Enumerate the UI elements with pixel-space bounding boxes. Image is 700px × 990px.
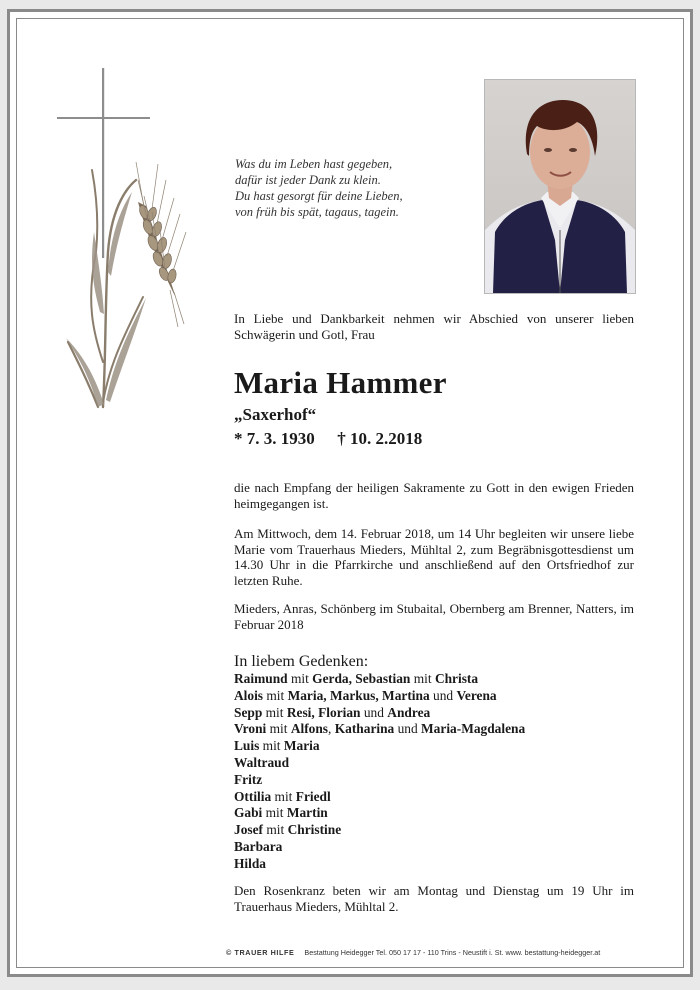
mourner-name: Josef — [234, 822, 264, 838]
mourner-name: Vroni — [234, 721, 267, 737]
mourner-line — [234, 839, 525, 856]
footer-contact: Bestattung Heidegger Tel. 050 17 17 - 110 Trins - Neustift i. St. www. bestattung-heidegger.at — [304, 948, 601, 957]
mourner-line — [234, 789, 525, 806]
intro-text: In Liebe und Dankbarkeit nehmen wir Abschied von unserer lieben Schwägerin und Gotl, Frau — [234, 311, 634, 342]
mourner-line — [234, 772, 525, 789]
mourner-connector: mit — [263, 822, 288, 838]
mourner-line — [234, 805, 525, 822]
cross-wheat-illustration — [48, 62, 198, 422]
mourner-connector: mit — [262, 704, 287, 720]
life-dates — [234, 429, 422, 449]
mourner-name: Christine — [287, 822, 342, 838]
wheat-ear-icon — [136, 162, 186, 327]
rosary-notice: Den Rosenkranz beten wir am Montag und Dienstag um 19 Uhr im Trauerhaus Mieders, Mühltal 2. — [234, 883, 634, 914]
mourner-name: Sepp — [234, 704, 263, 720]
mourner-name: Waltraud — [234, 754, 290, 770]
mourner-line — [234, 755, 525, 772]
mourner-line — [234, 671, 525, 688]
mourner-line — [234, 721, 525, 738]
mourner-name: Verena — [456, 687, 497, 703]
mourner-name: Maria, Markus, Martina — [287, 687, 430, 703]
mourner-connector: und — [429, 687, 457, 703]
mourner-name: Resi, Florian — [286, 704, 361, 720]
mourner-connector: mit — [259, 738, 284, 754]
quote-line: Du hast gesorgt für deine Lieben, — [235, 189, 403, 203]
mourner-line — [234, 738, 525, 755]
mourner-connector: mit — [271, 788, 296, 804]
mourner-name: Maria — [283, 738, 320, 754]
mourners-list — [234, 671, 525, 873]
death-date: † 10. 2.2018 — [337, 429, 423, 448]
mourner-name: Gerda, Sebastian — [312, 671, 411, 686]
deceased-nickname: „Saxerhof“ — [234, 405, 317, 424]
places-paragraph: Mieders, Anras, Schönberg im Stubaital, Obernberg am Brenner, Natters, im Februar 2018 — [234, 601, 634, 632]
mourner-name: Barbara — [234, 838, 283, 854]
mourner-name: Martin — [286, 805, 328, 821]
quote-line: Was du im Leben hast gegeben, — [235, 157, 393, 171]
mourner-name: Ottilia — [234, 788, 272, 804]
mourners-heading: In liebem Gedenken: — [234, 653, 369, 670]
mourner-connector: mit — [263, 687, 288, 703]
mourner-connector: und — [394, 721, 422, 737]
mourner-line — [234, 822, 525, 839]
mourner-name: Hilda — [234, 855, 266, 871]
birth-date: * 7. 3. 1930 — [234, 429, 315, 448]
mourner-connector: mit — [287, 671, 313, 686]
mourner-connector: mit — [262, 805, 287, 821]
portrait-image — [485, 80, 635, 293]
mourner-line — [234, 688, 525, 705]
mourner-name: Fritz — [234, 771, 263, 787]
mourner-connector: mit — [410, 671, 435, 686]
mourner-name: Luis — [234, 738, 260, 754]
footer-logo: © TRAUER HILFE — [226, 948, 295, 957]
mourner-name: Alfons — [290, 721, 329, 737]
mourner-name: Gabi — [234, 805, 263, 821]
mourner-name: Alois — [234, 687, 264, 703]
memorial-quote — [235, 156, 465, 220]
mourner-line — [234, 705, 525, 722]
quote-line: dafür ist jeder Dank zu klein. — [235, 173, 381, 187]
wheat-icon — [68, 170, 143, 407]
mourner-connector: , — [328, 721, 335, 737]
quote-line: von früh bis spät, tagaus, tagein. — [235, 205, 399, 219]
mourner-name: Maria-Magdalena — [421, 721, 526, 737]
mourner-name: Raimund — [234, 671, 288, 686]
passing-paragraph: die nach Empfang der heiligen Sakramente zu Gott in den ewigen Frieden heimgegangen ist. — [234, 480, 634, 511]
mourner-name: Katharina — [334, 721, 395, 737]
mourner-connector: mit — [266, 721, 291, 737]
mourner-name: Andrea — [387, 704, 431, 720]
mourner-line — [234, 856, 525, 873]
mourner-name: Christa — [434, 671, 479, 686]
portrait-photo — [484, 79, 636, 294]
deceased-name: Maria Hammer — [234, 365, 447, 400]
mourner-connector: und — [360, 704, 388, 720]
footer — [226, 948, 636, 957]
funeral-details-paragraph: Am Mittwoch, dem 14. Februar 2018, um 14 Uhr begleiten wir unsere liebe Marie vom Trauerhaus Mieders, Mühltal 2, zum Begräbnisgottesdienst um 14.30 Uhr in die Pfarrkirche und anschließend auf den Ortsfriedhof zur letzten Ruhe. — [234, 526, 634, 588]
mourner-name: Friedl — [295, 788, 331, 804]
